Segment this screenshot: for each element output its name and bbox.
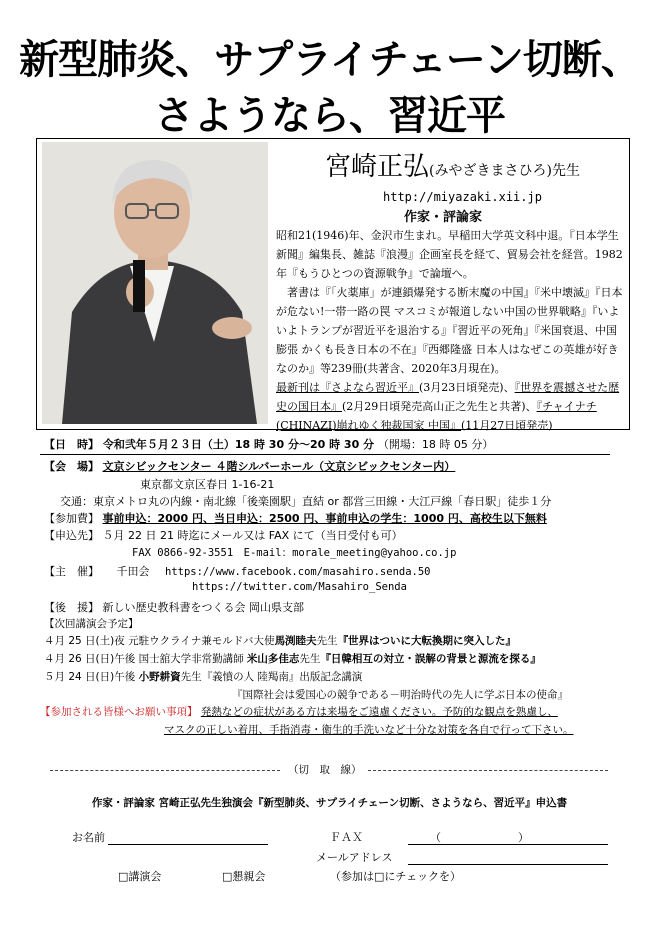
venue-row	[44, 458, 455, 474]
fee-value: 事前申込：2000 円、当日申込：2500 円、事前申込の学生：1000 円、高校生以下無料	[102, 512, 547, 525]
speaker-photo	[42, 142, 268, 424]
next-item-3-topic-2: 『国際社会は愛国心の競争である－明治時代の先人に学ぶ日本の使命』	[232, 689, 568, 701]
date-value: 令和弐年５月２３日（土）18 時 30 分～20 時 30 分	[102, 438, 375, 451]
notice-line-1: 発熱などの症状がある方は来場をご遠慮ください。予防的な観点を熟慮し、	[200, 706, 558, 718]
cut-line-right	[368, 770, 608, 771]
speaker-reading: (みやざきまさひろ)	[429, 163, 552, 179]
next-item-3-topic: 『義憤の人 陸羯南』出版記念講演	[201, 671, 363, 683]
host-twitter-link[interactable]: https://twitter.com/Masahiro_Senda	[192, 581, 407, 593]
divider	[40, 454, 610, 455]
next-item-2-topic: 『日韓相互の対立・誤解の背景と源流を探る』	[320, 653, 541, 665]
speaker-photo-svg	[42, 142, 268, 424]
latest-book-2: 『世界を震撼させた歴史の国日本』	[276, 381, 620, 413]
date-label: 【日 時】	[44, 438, 99, 451]
host-facebook-link[interactable]: https://www.facebook.com/masahiro.senda.50	[165, 566, 431, 578]
bio-paragraph-2: 著書は『「火薬庫」が連鎖爆発する断末魔の中国』『米中壊滅』『日本が危ない!一帯一路の罠 マスコミが報道しない中国の世界戦略』『いよいよトランプが習近平を退治する』『習近平の死角』『米国衰退、中国膨張 かくも長き日本の不在』『西郷隆盛 日本人はなぜこの英雄が好きなのか』等239冊(共著含、2020年3月現在)。	[276, 286, 623, 375]
venue-label: 【会 場】	[44, 460, 99, 473]
latest-prefix: 最新刊は	[276, 381, 320, 394]
form-fax-label: ＦＡＸ	[330, 831, 363, 844]
next-item-3-suffix: 先生	[180, 671, 202, 683]
cut-line-left	[50, 770, 280, 771]
apply-value: ５月 22 日 21 時迄にメール又は FAX にて（当日受付も可）	[102, 529, 403, 542]
bio-paragraph-1: 昭和21(1946)年、金沢市生まれ。早稲田大学英文科中退。『日本学生新聞』編集長、雑誌『浪漫』企画室長を経て、貿易会社を経営。1982年『もうひとつの資源戦争』で論壇へ。	[276, 229, 623, 280]
next-item-1-topic: 『世界はついに大転換期に突入した』	[337, 635, 517, 647]
notice-row-1	[40, 704, 558, 719]
speaker-name: 宮崎正弘	[325, 152, 430, 182]
next-item-3-date: ５月 24 日(日)午後	[44, 671, 136, 683]
next-item-3-name: 小野耕資	[138, 671, 181, 683]
speaker-url: http://miyazaki.xii.jp	[383, 190, 542, 204]
latest-book-1-note: (3月23日頃発売)、	[419, 381, 515, 394]
fee-row	[44, 510, 547, 526]
latest-book-1: 『さよなら習近平』	[320, 381, 419, 394]
latest-book-2-note: (2月29日頃発売高山正之先生と共著)、	[342, 400, 537, 413]
venue-access: 交通：東京メトロ丸の内線・南北線「後楽園駅」直結 or 都営三田線・大江戸線「春日駅」徒歩１分	[60, 495, 552, 508]
form-check-lecture[interactable]: □講演会	[118, 870, 162, 883]
form-fax-underline	[408, 844, 608, 845]
apply-label: 【申込先】	[44, 529, 99, 542]
next-item-1-suffix: 先生	[316, 635, 338, 647]
form-name-label: お名前	[72, 831, 105, 844]
next-item-2	[44, 651, 541, 666]
latest-book-3-note: (11月27日頃発売)	[461, 419, 553, 432]
next-item-2-name: 米山多佳志	[246, 653, 300, 665]
speaker-bio	[276, 226, 626, 435]
support-value: 新しい歴史教科書をつくる会 岡山県支部	[102, 601, 304, 614]
fee-label: 【参加費】	[44, 512, 99, 525]
next-item-1-who: 元駐ウクライナ兼モルドバ大使	[128, 635, 275, 647]
venue-value: 文京シビックセンター ４階シルバーホール（文京シビックセンター内）	[102, 460, 456, 473]
support-row	[44, 599, 304, 615]
apply-row	[44, 527, 403, 543]
date-row	[44, 436, 493, 452]
form-email-field[interactable]	[408, 864, 608, 865]
next-item-1	[44, 633, 516, 648]
title-line-1: 新型肺炎、サプライチェーン切断、	[19, 37, 640, 83]
form-email-label: メールアドレス	[316, 851, 393, 864]
support-label: 【後 援】	[44, 601, 99, 614]
speaker-honorific: 先生	[551, 163, 580, 179]
venue-address: 東京都文京区春日 1-16-21	[140, 478, 275, 491]
bio-latest	[276, 378, 626, 435]
next-item-3	[44, 669, 362, 684]
host-label: 【主 催】	[44, 565, 99, 578]
next-heading: 【次回講演会予定】	[44, 618, 139, 630]
notice-line-2: マスクの正しい着用、手指消毒・衛生的手洗いなど十分な対策を各自で行って下さい。	[164, 724, 574, 736]
speaker-name-row	[325, 146, 580, 183]
form-title: 作家・評論家 宮崎正弘先生独演会『新型肺炎、サプライチェーン切断、さようなら、習近平』申込書	[91, 797, 568, 809]
next-item-2-who: 国士舘大学非常勤講師	[138, 653, 244, 665]
notice-label: 【参加される皆様へお願い事項】	[40, 706, 198, 718]
host-name: 千田会	[116, 565, 150, 578]
apply-contact: FAX 0866-92-3551 E-mail：morale_meeting@yahoo.co.jp	[132, 547, 457, 559]
latest-book-3: 『チャイナチ(CHINAZI)崩れゆく独裁国家 中国』	[276, 400, 597, 432]
form-fax-field[interactable]: （ ）	[430, 831, 529, 844]
cut-line-label: （切 取 線）	[288, 764, 362, 776]
next-item-1-date: ４月 25 日(土)夜	[44, 635, 125, 647]
next-item-2-date: ４月 26 日(日)午後	[44, 653, 136, 665]
form-name-field[interactable]	[108, 844, 268, 845]
title-line-2: さようなら、習近平	[154, 93, 505, 139]
host-row	[44, 563, 431, 579]
date-note: （開場：18 時 05 分）	[377, 438, 494, 451]
speaker-role: 作家・評論家	[404, 210, 483, 225]
next-item-2-suffix: 先生	[299, 653, 321, 665]
form-check-note: （参加は□にチェックを）	[330, 870, 462, 883]
form-check-party[interactable]: □懇親会	[222, 870, 266, 883]
next-item-1-name: 馬渕睦夫	[274, 635, 317, 647]
